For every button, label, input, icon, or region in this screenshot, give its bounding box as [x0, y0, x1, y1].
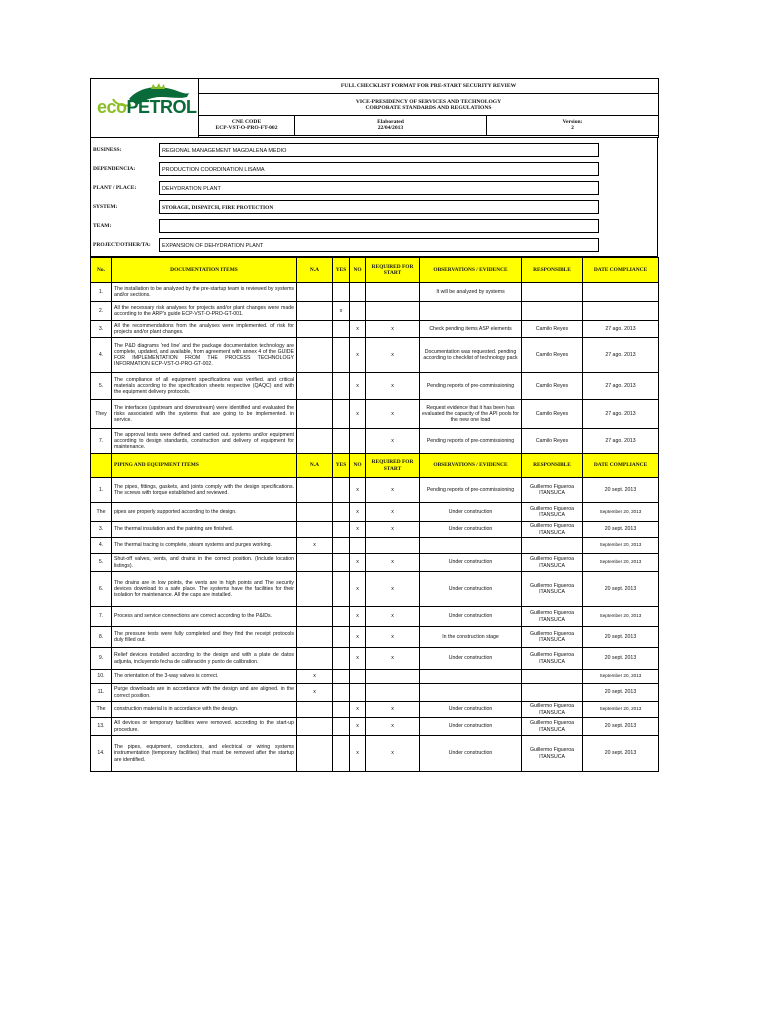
item-description: Purge downloads are in accordance with the design and are aligned. in the correct position. [112, 684, 297, 702]
col-no: No. [91, 258, 112, 283]
compliance-date: 20 sept. 2013 [583, 684, 659, 702]
na-mark[interactable] [297, 503, 333, 522]
item-description: pipes are properly supported according to the design. [112, 503, 297, 522]
observation-text: Documentation was requested. pending according to checklist of technology pack [420, 338, 522, 373]
item-description: The thermal tracing is complete, steam systems and purges working. [112, 538, 297, 554]
required-mark[interactable]: x [366, 321, 420, 338]
info-label: TEAM: [93, 222, 112, 229]
observation-text: Under construction [420, 702, 522, 718]
document-header [90, 78, 659, 138]
na-mark[interactable] [297, 648, 333, 670]
required-mark[interactable]: x [366, 373, 420, 400]
row-number: 6. [91, 572, 112, 607]
observation-text: Pending reports of pre-commissioning [420, 478, 522, 503]
na-mark[interactable] [297, 627, 333, 648]
item-description: The orientation of the 3-way valves is correct. [112, 670, 297, 684]
no-mark[interactable] [350, 283, 366, 302]
elaborated-cell: Elaborated 22/04/2013 [295, 116, 487, 136]
row-number: They [91, 400, 112, 429]
item-description: All the recommendations from the analyses were implemented. of risk for projects and/or plant changes. [112, 321, 297, 338]
item-description: construction material is in accordance with the design. [112, 702, 297, 718]
item-description: The P&D diagrams 'red line' and the package documentation technology are complete, updated, and available, from agreement with annex 4 of the GUIDE FOR IMPLEMENTATION FROM THE PROCESS TECHNOLOGY INFORMATION ECP-VST-O-PRO-GT-002. [112, 338, 297, 373]
responsible-name: Guillermo Figueroa ITANSUCA [522, 478, 583, 503]
info-row [91, 235, 657, 254]
yes-mark[interactable]: x [333, 302, 350, 321]
checklist-row [91, 648, 659, 670]
responsible-name: Camilo Reyes [522, 338, 583, 373]
compliance-date: September 20, 2013 [583, 538, 659, 554]
compliance-date: September 20, 2013 [583, 503, 659, 522]
info-block [90, 138, 658, 257]
required-mark[interactable]: x [366, 702, 420, 718]
na-mark[interactable]: x [297, 538, 333, 554]
item-description: The installation to be analyzed by the pre-startup team is reviewed by systems and/or sections. [112, 283, 297, 302]
compliance-date: 27 ago. 2013 [583, 373, 659, 400]
no-mark[interactable]: x [350, 736, 366, 772]
col-section: PIPING AND EQUIPMENT ITEMS [112, 454, 297, 478]
item-description: Relief devices installed according to the design and with a plate de datos adjunta, incluyendo fecha de calibración y punto de calibration. [112, 648, 297, 670]
checklist-row [91, 670, 659, 684]
responsible-name: Guillermo Figueroa ITANSUCA [522, 627, 583, 648]
code-cell: CNE CODE ECP-VST-O-PRO-FT-002 [199, 116, 295, 136]
required-mark[interactable] [366, 283, 420, 302]
na-mark[interactable] [297, 373, 333, 400]
required-mark[interactable]: x [366, 572, 420, 607]
yes-mark[interactable] [333, 648, 350, 670]
na-mark[interactable] [297, 478, 333, 503]
responsible-name: Guillermo Figueroa ITANSUCA [522, 736, 583, 772]
yes-mark[interactable] [333, 627, 350, 648]
col-no-mark: NO [350, 258, 366, 283]
checklist-row [91, 321, 659, 338]
col-responsible: RESPONSIBLE [522, 454, 583, 478]
responsible-name: Guillermo Figueroa ITANSUCA [522, 572, 583, 607]
na-mark[interactable]: x [297, 684, 333, 702]
info-label: BUSINESS: [93, 146, 122, 153]
info-label: DEPENDENCIA: [93, 165, 136, 172]
row-number: 13. [91, 718, 112, 736]
form-subtitle: VICE-PRESIDENCY OF SERVICES AND TECHNOLOGY CORPORATE STANDARDS AND REGULATIONS [199, 94, 659, 116]
checklist-sheet [90, 78, 658, 772]
row-number: 5. [91, 554, 112, 572]
no-mark[interactable]: x [350, 607, 366, 627]
item-description: The drains are in low points, the vents are in high points and The security devices download to a safe place. The systems have the facilities for their isolation for maintenance. All the caps are installed. [112, 572, 297, 607]
required-mark[interactable]: x [366, 627, 420, 648]
row-number: The [91, 503, 112, 522]
yes-mark[interactable] [333, 478, 350, 503]
required-mark[interactable]: x [366, 429, 420, 454]
row-number: 1. [91, 478, 112, 503]
responsible-name [522, 684, 583, 702]
na-mark[interactable] [297, 283, 333, 302]
checklist-row [91, 572, 659, 607]
checklist-row [91, 684, 659, 702]
info-value-field[interactable]: REGIONAL MANAGEMENT MAGDALENA MEDIO [159, 143, 599, 157]
observation-text: In the construction stage [420, 627, 522, 648]
no-mark[interactable]: x [350, 400, 366, 429]
checklist-row [91, 338, 659, 373]
responsible-name: Guillermo Figueroa ITANSUCA [522, 554, 583, 572]
observation-text: It will be analyzed by systems [420, 283, 522, 302]
required-mark[interactable]: x [366, 736, 420, 772]
item-description: The compliance of all equipment specifications was verified. and critical materials according to the specification sheets respective (QAQC) and with the equipment delivery protocols. [112, 373, 297, 400]
observation-text: Under construction [420, 572, 522, 607]
observation-text: Under construction [420, 648, 522, 670]
info-label: PLANT / PLACE: [93, 184, 137, 191]
na-mark[interactable] [297, 572, 333, 607]
compliance-date [583, 283, 659, 302]
na-mark[interactable] [297, 302, 333, 321]
na-mark[interactable] [297, 321, 333, 338]
na-mark[interactable] [297, 736, 333, 772]
na-mark[interactable] [297, 522, 333, 538]
observation-text [420, 684, 522, 702]
na-mark[interactable] [297, 338, 333, 373]
yes-mark[interactable] [333, 538, 350, 554]
responsible-name: Guillermo Figueroa ITANSUCA [522, 648, 583, 670]
col-na: N.A [297, 454, 333, 478]
checklist-table [90, 257, 659, 772]
info-value-field[interactable]: DEHYDRATION PLANT [159, 181, 599, 195]
yes-mark[interactable] [333, 670, 350, 684]
required-mark[interactable]: x [366, 478, 420, 503]
no-mark[interactable] [350, 302, 366, 321]
required-mark[interactable] [366, 670, 420, 684]
required-mark[interactable]: x [366, 400, 420, 429]
compliance-date: 20 sept. 2013 [583, 478, 659, 503]
checklist-row [91, 429, 659, 454]
checklist-row [91, 503, 659, 522]
row-number: 4. [91, 538, 112, 554]
compliance-date: September 20, 2013 [583, 702, 659, 718]
no-mark[interactable]: x [350, 702, 366, 718]
checklist-row [91, 373, 659, 400]
no-mark[interactable]: x [350, 718, 366, 736]
responsible-name [522, 283, 583, 302]
na-mark[interactable] [297, 702, 333, 718]
compliance-date: 20 sept. 2013 [583, 627, 659, 648]
responsible-name: Guillermo Figueroa ITANSUCA [522, 522, 583, 538]
na-mark[interactable] [297, 607, 333, 627]
observation-text [420, 538, 522, 554]
no-mark[interactable]: x [350, 572, 366, 607]
responsible-name: Guillermo Figueroa ITANSUCA [522, 503, 583, 522]
col-responsible: RESPONSIBLE [522, 258, 583, 283]
yes-mark[interactable] [333, 522, 350, 538]
logo-wordmark: ecoPETROL [97, 97, 197, 117]
na-mark[interactable] [297, 400, 333, 429]
required-mark[interactable]: x [366, 338, 420, 373]
col-yes: YES [333, 258, 350, 283]
compliance-date: September 20, 2013 [583, 554, 659, 572]
yes-mark[interactable] [333, 684, 350, 702]
ecopetrol-logo [91, 79, 198, 137]
required-mark[interactable] [366, 684, 420, 702]
checklist-row [91, 554, 659, 572]
row-number: 5. [91, 373, 112, 400]
info-value-field[interactable]: EXPANSION OF DEHYDRATION PLANT [159, 238, 599, 252]
info-row [91, 216, 657, 235]
documentation-header-row [91, 258, 659, 283]
info-row [91, 178, 657, 197]
compliance-date: 27 ago. 2013 [583, 321, 659, 338]
observation-text: Pending reports of pre-commissioning [420, 373, 522, 400]
no-mark[interactable] [350, 538, 366, 554]
yes-mark[interactable] [333, 607, 350, 627]
no-mark[interactable]: x [350, 338, 366, 373]
checklist-row [91, 400, 659, 429]
compliance-date: 20 sept. 2013 [583, 736, 659, 772]
row-number: 9. [91, 648, 112, 670]
no-mark[interactable]: x [350, 522, 366, 538]
info-row [91, 159, 657, 178]
na-mark[interactable] [297, 718, 333, 736]
no-mark[interactable] [350, 684, 366, 702]
responsible-name [522, 302, 583, 321]
required-mark[interactable]: x [366, 522, 420, 538]
item-description: The pipes, fittings, gaskets, and joints comply with the design specifications. The screws with torque established and reviewed. [112, 478, 297, 503]
item-description: All the necessary risk analyses for projects and/or plant changes were made according to the ARP's guide ECP-VST-O-PRO-GT-001. [112, 302, 297, 321]
info-row [91, 140, 657, 159]
compliance-date: 27 ago. 2013 [583, 338, 659, 373]
yes-mark[interactable] [333, 572, 350, 607]
item-description: The pipes, equipment, conductors, and electrical or wiring systems instrumentation (temporary facilities) that must be removed after the startup are identified. [112, 736, 297, 772]
yes-mark[interactable] [333, 736, 350, 772]
responsible-name: Guillermo Figueroa ITANSUCA [522, 702, 583, 718]
row-number: 14. [91, 736, 112, 772]
compliance-date: 27 ago. 2013 [583, 400, 659, 429]
observation-text: Under construction [420, 554, 522, 572]
responsible-name: Camilo Reyes [522, 321, 583, 338]
item-description: Shut-off valves, vents, and drains in the correct position. (Include location listings). [112, 554, 297, 572]
responsible-name: Guillermo Figueroa ITANSUCA [522, 607, 583, 627]
row-number: 4. [91, 338, 112, 373]
piping-header-row [91, 454, 659, 478]
observation-text: Under construction [420, 736, 522, 772]
checklist-row [91, 702, 659, 718]
observation-text: Pending reports of pre-commissioning [420, 429, 522, 454]
logo-cell [91, 79, 199, 138]
responsible-name [522, 538, 583, 554]
yes-mark[interactable] [333, 321, 350, 338]
observation-text: Request evidence that it has been has evaluated the capacity of the API pools for the new one load [420, 400, 522, 429]
yes-mark[interactable] [333, 338, 350, 373]
compliance-date: September 20, 2013 [583, 670, 659, 684]
yes-mark[interactable] [333, 503, 350, 522]
documentation-section [91, 258, 659, 454]
responsible-name: Camilo Reyes [522, 400, 583, 429]
checklist-row [91, 718, 659, 736]
no-mark[interactable] [350, 429, 366, 454]
responsible-name: Guillermo Figueroa ITANSUCA [522, 718, 583, 736]
row-number: 7. [91, 429, 112, 454]
required-mark[interactable]: x [366, 648, 420, 670]
no-mark[interactable]: x [350, 478, 366, 503]
col-date: DATE COMPLIANCE [583, 258, 659, 283]
checklist-row [91, 736, 659, 772]
responsible-name: Camilo Reyes [522, 429, 583, 454]
info-label: PROJECT/OTHER/TA: [93, 241, 151, 248]
row-number: 3. [91, 522, 112, 538]
info-label: SYSTEM: [93, 203, 118, 210]
no-mark[interactable]: x [350, 627, 366, 648]
item-description: The thermal insulation and the painting are finished. [112, 522, 297, 538]
required-mark[interactable] [366, 538, 420, 554]
col-observations: OBSERVATIONS / EVIDENCE [420, 454, 522, 478]
checklist-row [91, 283, 659, 302]
na-mark[interactable] [297, 554, 333, 572]
row-number: 7. [91, 607, 112, 627]
yes-mark[interactable] [333, 283, 350, 302]
col-na: N.A [297, 258, 333, 283]
col-yes: YES [333, 454, 350, 478]
compliance-date: September 20, 2013 [583, 607, 659, 627]
item-description: The pressure tests were fully completed and they find the receipt protocols duly filled out. [112, 627, 297, 648]
observation-text: Under construction [420, 503, 522, 522]
compliance-date: 27 ago. 2013 [583, 429, 659, 454]
responsible-name [522, 670, 583, 684]
form-title: FULL CHECKLIST FORMAT FOR PRE-START SECURITY REVIEW [199, 79, 659, 94]
yes-mark[interactable] [333, 400, 350, 429]
compliance-date [583, 302, 659, 321]
checklist-row [91, 302, 659, 321]
col-date: DATE COMPLIANCE [583, 454, 659, 478]
compliance-date: 20 sept. 2013 [583, 648, 659, 670]
item-description: The approval tests were defined and carried out. systems and/or equipment according to design standards, construction and delivery of equipment for maintenance. [112, 429, 297, 454]
checklist-row [91, 538, 659, 554]
col-observations: OBSERVATIONS / EVIDENCE [420, 258, 522, 283]
info-value-field[interactable]: PRODUCTION COORDINATION LISAMA [159, 162, 599, 176]
info-value-field[interactable]: STORAGE, DISPATCH, FIRE PROTECTION [159, 200, 599, 214]
no-mark[interactable]: x [350, 648, 366, 670]
no-mark[interactable] [350, 670, 366, 684]
yes-mark[interactable] [333, 373, 350, 400]
no-mark[interactable]: x [350, 554, 366, 572]
col-required: REQUIRED FOR START [366, 258, 420, 283]
na-mark[interactable]: x [297, 670, 333, 684]
version-cell: Version: 2 [487, 116, 659, 136]
col-section: DOCUMENTATION ITEMS [112, 258, 297, 283]
observation-text: Under construction [420, 522, 522, 538]
row-number: 1. [91, 283, 112, 302]
info-value-field[interactable] [159, 219, 599, 233]
item-description: All devices or temporary facilities were removed. according to the start-up procedure. [112, 718, 297, 736]
observation-text: Under construction [420, 607, 522, 627]
no-mark[interactable]: x [350, 321, 366, 338]
no-mark[interactable]: x [350, 373, 366, 400]
responsible-name: Camilo Reyes [522, 373, 583, 400]
required-mark[interactable]: x [366, 554, 420, 572]
checklist-row [91, 522, 659, 538]
no-mark[interactable]: x [350, 503, 366, 522]
info-row [91, 197, 657, 216]
col-no-mark: NO [350, 454, 366, 478]
required-mark[interactable]: x [366, 503, 420, 522]
item-description: Process and service connections are correct according to the P&IDs. [112, 607, 297, 627]
col-no [91, 454, 112, 478]
required-mark[interactable]: x [366, 718, 420, 736]
yes-mark[interactable] [333, 554, 350, 572]
row-number: The [91, 702, 112, 718]
checklist-row [91, 607, 659, 627]
col-required: REQUIRED FOR START [366, 454, 420, 478]
row-number: 10. [91, 670, 112, 684]
na-mark[interactable] [297, 429, 333, 454]
observation-text: Under construction [420, 718, 522, 736]
row-number: 3. [91, 321, 112, 338]
checklist-row [91, 478, 659, 503]
yes-mark[interactable] [333, 702, 350, 718]
row-number: 2. [91, 302, 112, 321]
observation-text [420, 670, 522, 684]
row-number: 8. [91, 627, 112, 648]
observation-text [420, 302, 522, 321]
compliance-date: 20 sept. 2013 [583, 572, 659, 607]
compliance-date: 20 sept. 2013 [583, 718, 659, 736]
required-mark[interactable] [366, 302, 420, 321]
yes-mark[interactable] [333, 429, 350, 454]
observation-text: Check pending items ASP elements [420, 321, 522, 338]
row-number: 11. [91, 684, 112, 702]
piping-section [91, 454, 659, 772]
item-description: The interfaces (upstream and downstream) were identified and evaluated the risks associated with the systems that are going to be implemented. in service. [112, 400, 297, 429]
compliance-date: 20 sept. 2013 [583, 522, 659, 538]
required-mark[interactable]: x [366, 607, 420, 627]
checklist-row [91, 627, 659, 648]
yes-mark[interactable] [333, 718, 350, 736]
